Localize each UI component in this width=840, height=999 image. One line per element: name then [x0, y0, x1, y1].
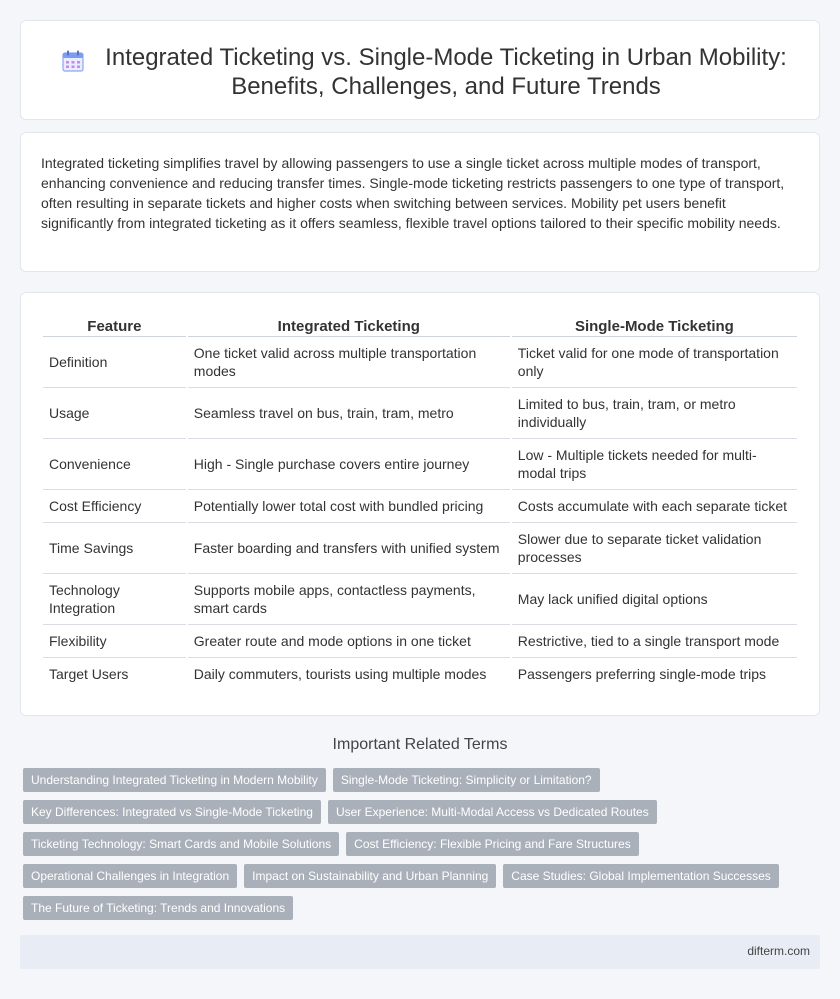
table-row	[43, 337, 797, 388]
related-term-link[interactable]: Cost Efficiency: Flexible Pricing and Fare Structures	[346, 832, 639, 856]
cell-single-mode: May lack unified digital options	[512, 574, 797, 625]
footer-bar	[20, 935, 820, 969]
cell-feature: Time Savings	[43, 523, 186, 574]
page-title: Integrated Ticketing vs. Single-Mode Ticketing in Urban Mobility: Benefits, Challenges, and Future Trends	[105, 44, 787, 100]
cell-single-mode: Low - Multiple tickets needed for multi-modal trips	[512, 439, 797, 490]
table-row	[43, 658, 797, 690]
site-link[interactable]: difterm.com	[747, 944, 810, 958]
cell-integrated: Seamless travel on bus, train, tram, metro	[188, 388, 510, 439]
cell-single-mode: Ticket valid for one mode of transportation only	[512, 337, 797, 388]
header-feature: Feature	[43, 313, 186, 337]
cell-feature: Target Users	[49, 666, 129, 682]
calendar-icon	[61, 49, 85, 73]
cell-single-mode: Limited to bus, train, tram, or metro individually	[512, 388, 797, 439]
related-term-link[interactable]: Understanding Integrated Ticketing in Modern Mobility	[23, 768, 326, 792]
cell-integrated: Supports mobile apps, contactless payments, smart cards	[188, 574, 510, 625]
cell-feature: Usage	[43, 388, 186, 439]
cell-integrated: High - Single purchase covers entire journey	[188, 439, 510, 490]
related-term-link[interactable]: Case Studies: Global Implementation Successes	[503, 864, 778, 888]
title-card	[20, 20, 820, 120]
table-row	[43, 490, 797, 523]
cell-feature: Flexibility	[43, 625, 186, 658]
table-header-row	[43, 313, 797, 337]
related-term-link[interactable]: Ticketing Technology: Smart Cards and Mobile Solutions	[23, 832, 339, 856]
intro-paragraph: Integrated ticketing simplifies travel by allowing passengers to use a single ticket across multiple modes of transport, enhancing convenience and reducing transfer times. Single-mode ticketing restricts passengers to one type of transport, often resulting in separate tickets and higher costs when switching between services. Mobility pet users benefit significantly from integrated ticketing as it offers seamless, flexible travel options tailored to their specific mobility needs.	[41, 155, 785, 231]
related-terms-list	[23, 768, 817, 920]
cell-integrated: Potentially lower total cost with bundled pricing	[188, 490, 510, 523]
comparison-table	[41, 313, 799, 690]
header-integrated: Integrated Ticketing	[188, 313, 510, 337]
related-term-link[interactable]: Operational Challenges in Integration	[23, 864, 237, 888]
cell-integrated: Daily commuters, tourists using multiple modes	[193, 666, 487, 682]
cell-single-mode: Slower due to separate ticket validation processes	[512, 523, 797, 574]
header-single-mode: Single-Mode Ticketing	[512, 313, 797, 337]
related-term-link[interactable]: Impact on Sustainability and Urban Planning	[244, 864, 496, 888]
related-terms-heading: Important Related Terms	[332, 736, 508, 753]
related-term-link[interactable]: The Future of Ticketing: Trends and Innovations	[23, 896, 293, 920]
cell-feature: Definition	[43, 337, 186, 388]
cell-single-mode: Passengers preferring single-mode trips	[517, 666, 767, 682]
cell-integrated: Faster boarding and transfers with unified system	[188, 523, 510, 574]
related-term-link[interactable]: Key Differences: Integrated vs Single-Mode Ticketing	[23, 800, 321, 824]
related-term-link[interactable]: Single-Mode Ticketing: Simplicity or Limitation?	[333, 768, 600, 792]
table-row	[43, 388, 797, 439]
cell-single-mode: Costs accumulate with each separate ticket	[512, 490, 797, 523]
related-term-link[interactable]: User Experience: Multi-Modal Access vs Dedicated Routes	[328, 800, 657, 824]
table-row	[43, 439, 797, 490]
intro-card	[20, 132, 820, 272]
cell-single-mode: Restrictive, tied to a single transport mode	[512, 625, 797, 658]
table-row	[43, 523, 797, 574]
table-row	[43, 625, 797, 658]
cell-integrated: Greater route and mode options in one ticket	[188, 625, 510, 658]
cell-feature: Convenience	[43, 439, 186, 490]
cell-feature: Cost Efficiency	[43, 490, 186, 523]
cell-feature: Technology Integration	[43, 574, 186, 625]
cell-integrated: One ticket valid across multiple transportation modes	[188, 337, 510, 388]
comparison-card	[20, 292, 820, 716]
table-row	[43, 574, 797, 625]
